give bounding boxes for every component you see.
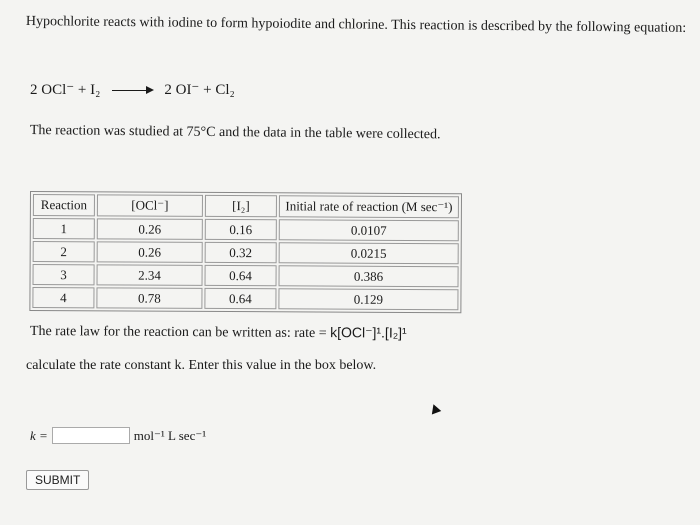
- column-header-i2: [I₂]: [205, 195, 277, 217]
- table-cell: 2.34: [97, 264, 203, 286]
- answer-row: [30, 427, 206, 444]
- table-cell: 0.64: [205, 265, 277, 286]
- mouse-cursor-icon: [429, 403, 441, 415]
- rate-law-prefix: The rate law for the reaction can be written as: rate =: [29, 323, 331, 342]
- reaction-conditions: The reaction was studied at 75°C and the data in the table were collected.: [29, 123, 441, 143]
- rate-constant-input[interactable]: [52, 427, 130, 444]
- table-cell: 0.64: [204, 288, 276, 309]
- reaction-arrow-icon: [112, 85, 154, 95]
- rate-law-statement: [30, 322, 407, 343]
- table-row: [33, 241, 459, 264]
- column-header-rate: Initial rate of reaction (M sec⁻¹): [279, 195, 459, 218]
- table-cell: 0.26: [97, 218, 203, 240]
- answer-units: mol⁻¹ L sec⁻¹: [133, 427, 207, 443]
- table-cell: 0.78: [96, 287, 202, 309]
- kinetics-data-table: [29, 191, 462, 313]
- answer-label: k =: [30, 427, 48, 443]
- table-cell: 0.129: [278, 288, 458, 310]
- column-header-reaction: Reaction: [33, 194, 95, 216]
- table-cell: 4: [32, 287, 94, 308]
- column-header-ocl: [OCl⁻]: [97, 194, 203, 217]
- reaction-equation: [30, 80, 235, 99]
- table-cell: 0.26: [97, 241, 203, 263]
- table-cell: 0.0215: [279, 242, 459, 264]
- table-cell: 1: [33, 218, 95, 239]
- table-row: [33, 218, 459, 241]
- table-header-row: [33, 194, 459, 218]
- table-cell: 0.0107: [279, 219, 459, 241]
- table-cell: 3: [33, 264, 95, 285]
- question-intro: Hypochlorite reacts with iodine to form hypoiodite and chlorine. This reaction is described by the following equation:: [25, 14, 687, 36]
- table-row: [32, 287, 458, 310]
- instruction-text: calculate the rate constant k. Enter this value in the box below.: [26, 358, 377, 373]
- equation-products: 2 OI⁻ + Cl₂: [164, 82, 235, 98]
- table-cell: 2: [33, 241, 95, 262]
- table-row: [33, 264, 459, 287]
- table-cell: 0.386: [279, 265, 459, 287]
- table-cell: 0.16: [205, 219, 277, 240]
- rate-law-expression: k[OCl⁻]¹.[I₂]¹: [330, 324, 407, 341]
- table-cell: 0.32: [205, 242, 277, 263]
- submit-button[interactable]: SUBMIT: [26, 470, 89, 490]
- equation-reactants: 2 OCl⁻ + I₂: [30, 82, 101, 98]
